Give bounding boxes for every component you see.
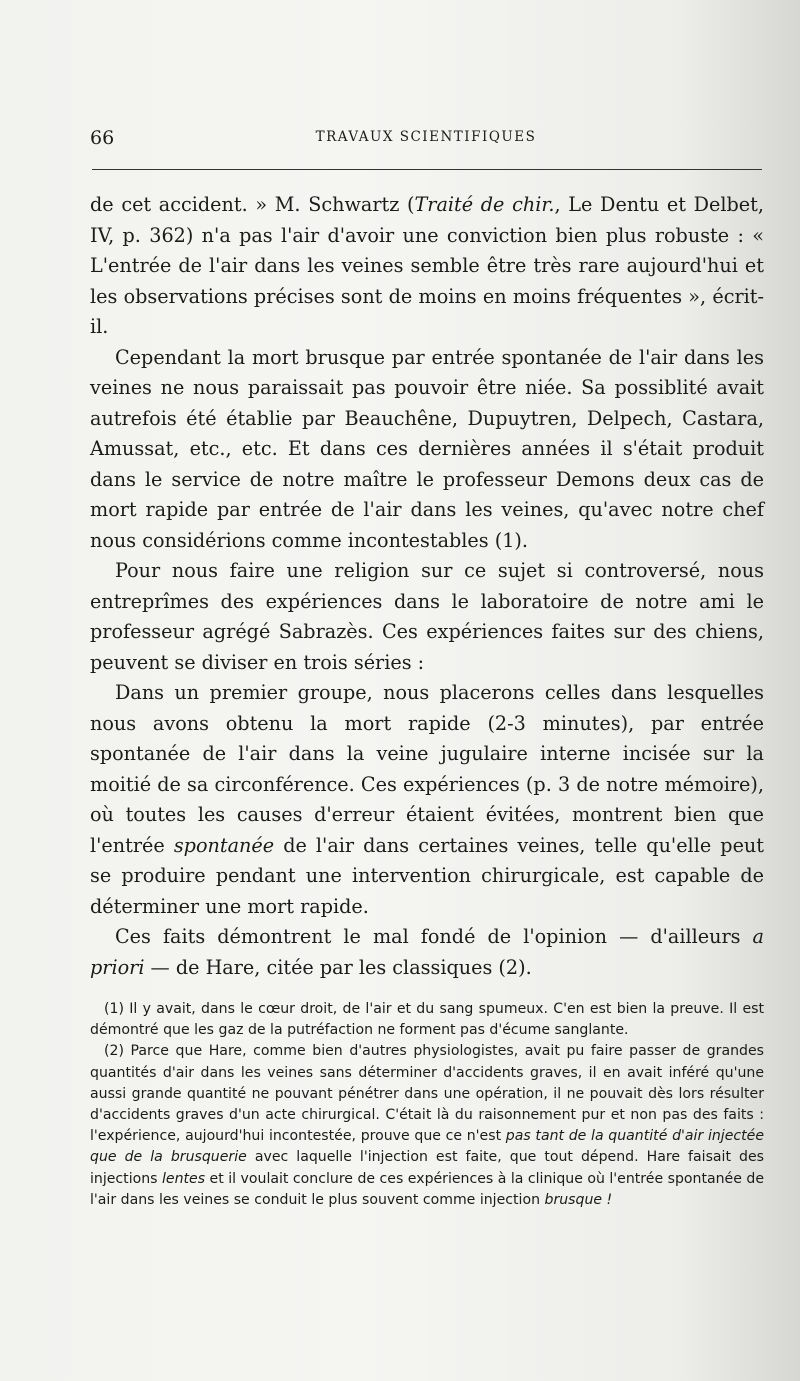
paragraph-4-text-a: Dans un premier groupe, nous placerons celles dans lesquelles nous avons obtenu la mort rapide (2-3 minutes), par entrée spontanée de l'air dans la veine jugulaire interne incisée sur la moitié de sa circonférence. Ces expériences (p. 3 de notre mémoire), où toutes les causes d'erreur étaient évitées, montrent bien que l'entrée (90, 681, 764, 857)
paragraph-4 (90, 678, 764, 922)
footnote-2-text-e: et il voulait conclure de ces expériences à la clinique où l'entrée spontanée de l'air dans les veines se conduit le plus souvent comme injection (90, 1170, 764, 1208)
footnote-1: (1) Il y avait, dans le cœur droit, de l'air et du sang spumeux. C'en est bien la preuve. Il est démontré que les gaz de la putréfaction ne forment pas d'écume sanglante. (90, 1001, 764, 1039)
page-header (90, 127, 762, 157)
footnote-2-text-a: (2) Parce que Hare, comme bien d'autres physiologistes, avait pu faire passer de grandes quantités d'air dans les veines sans déterminer d'accidents graves, il en avait inféré qu'une aussi grande quantité ne pouvant pénétrer dans une opération, il ne pouvait dès lors résulter d'accidents graves d'un acte chirurgical. C'était là du raisonnement pur et non pas des faits : l'expérience, aujourd'hui incontestée, prouve que ce n'est (90, 1043, 764, 1145)
paragraph-5-text-a: Ces faits démontrent le mal fondé de l'opinion — d'ailleurs (115, 925, 753, 948)
emphasis-spontanee: spontanée (173, 833, 275, 857)
footnotes (90, 999, 764, 1211)
paragraph-2: Cependant la mort brusque par entrée spontanée de l'air dans les veines ne nous paraissait pas pouvoir être niée. Sa possiblité avait autrefois été établie par Beauchêne, Dupuytren, Delpech, Castara, Amussat, etc., etc. Et dans ces dernières années il s'était produit dans le service de notre maître le professeur Demons deux cas de mort rapide par entrée de l'air dans les veines, qu'avec notre chef nous considérions comme incontestables (1). (90, 345, 764, 552)
paragraph-5-text-c: — de Hare, citée par les classiques (2). (144, 955, 532, 979)
paragraph-1 (90, 190, 764, 343)
header-rule (92, 169, 762, 170)
running-title: TRAVAUX SCIENTIFIQUES (315, 129, 537, 145)
footnote-2 (90, 1041, 764, 1211)
body-text (90, 190, 764, 983)
emphasis-a-priori: a priori (90, 925, 764, 979)
paragraph-4-text-c: de l'air dans certaines veines, telle qu'elle peut se produire pendant une intervention chirurgicale, est capable de déterminer une mort rapide. (90, 833, 764, 918)
paragraph-1-text-a: de cet accident. » M. Schwartz ( (90, 193, 415, 216)
page-number: 66 (90, 127, 115, 149)
footnote-2-emphasis-lentes: lentes (162, 1170, 206, 1187)
footnote-2-text-c: avec laquelle l'injection est faite, que tout dépend. Hare faisait des injections (90, 1149, 764, 1187)
citation-title: Traité de chir. (414, 193, 555, 216)
footnote-2-emphasis-brusque: brusque ! (544, 1191, 613, 1208)
paragraph-1-text-c: , Le Dentu et Delbet, IV, p. 362) n'a pas l'air d'avoir une conviction bien plus robuste : « L'entrée de l'air dans les veines semble être très rare aujourd'hui et les observations précises sont de moins en moins fréquentes », écrit-il. (90, 193, 764, 338)
paragraph-5 (90, 922, 764, 983)
footnote-2-emphasis-quantite: pas tant de la quantité d'air injectée que de la brusquerie (90, 1128, 764, 1166)
paragraph-3: Pour nous faire une religion sur ce sujet si controversé, nous entreprîmes des expériences dans le laboratoire de notre ami le professeur agrégé Sabrazès. Ces expériences faites sur des chiens, peuvent se diviser en trois séries : (90, 559, 764, 674)
